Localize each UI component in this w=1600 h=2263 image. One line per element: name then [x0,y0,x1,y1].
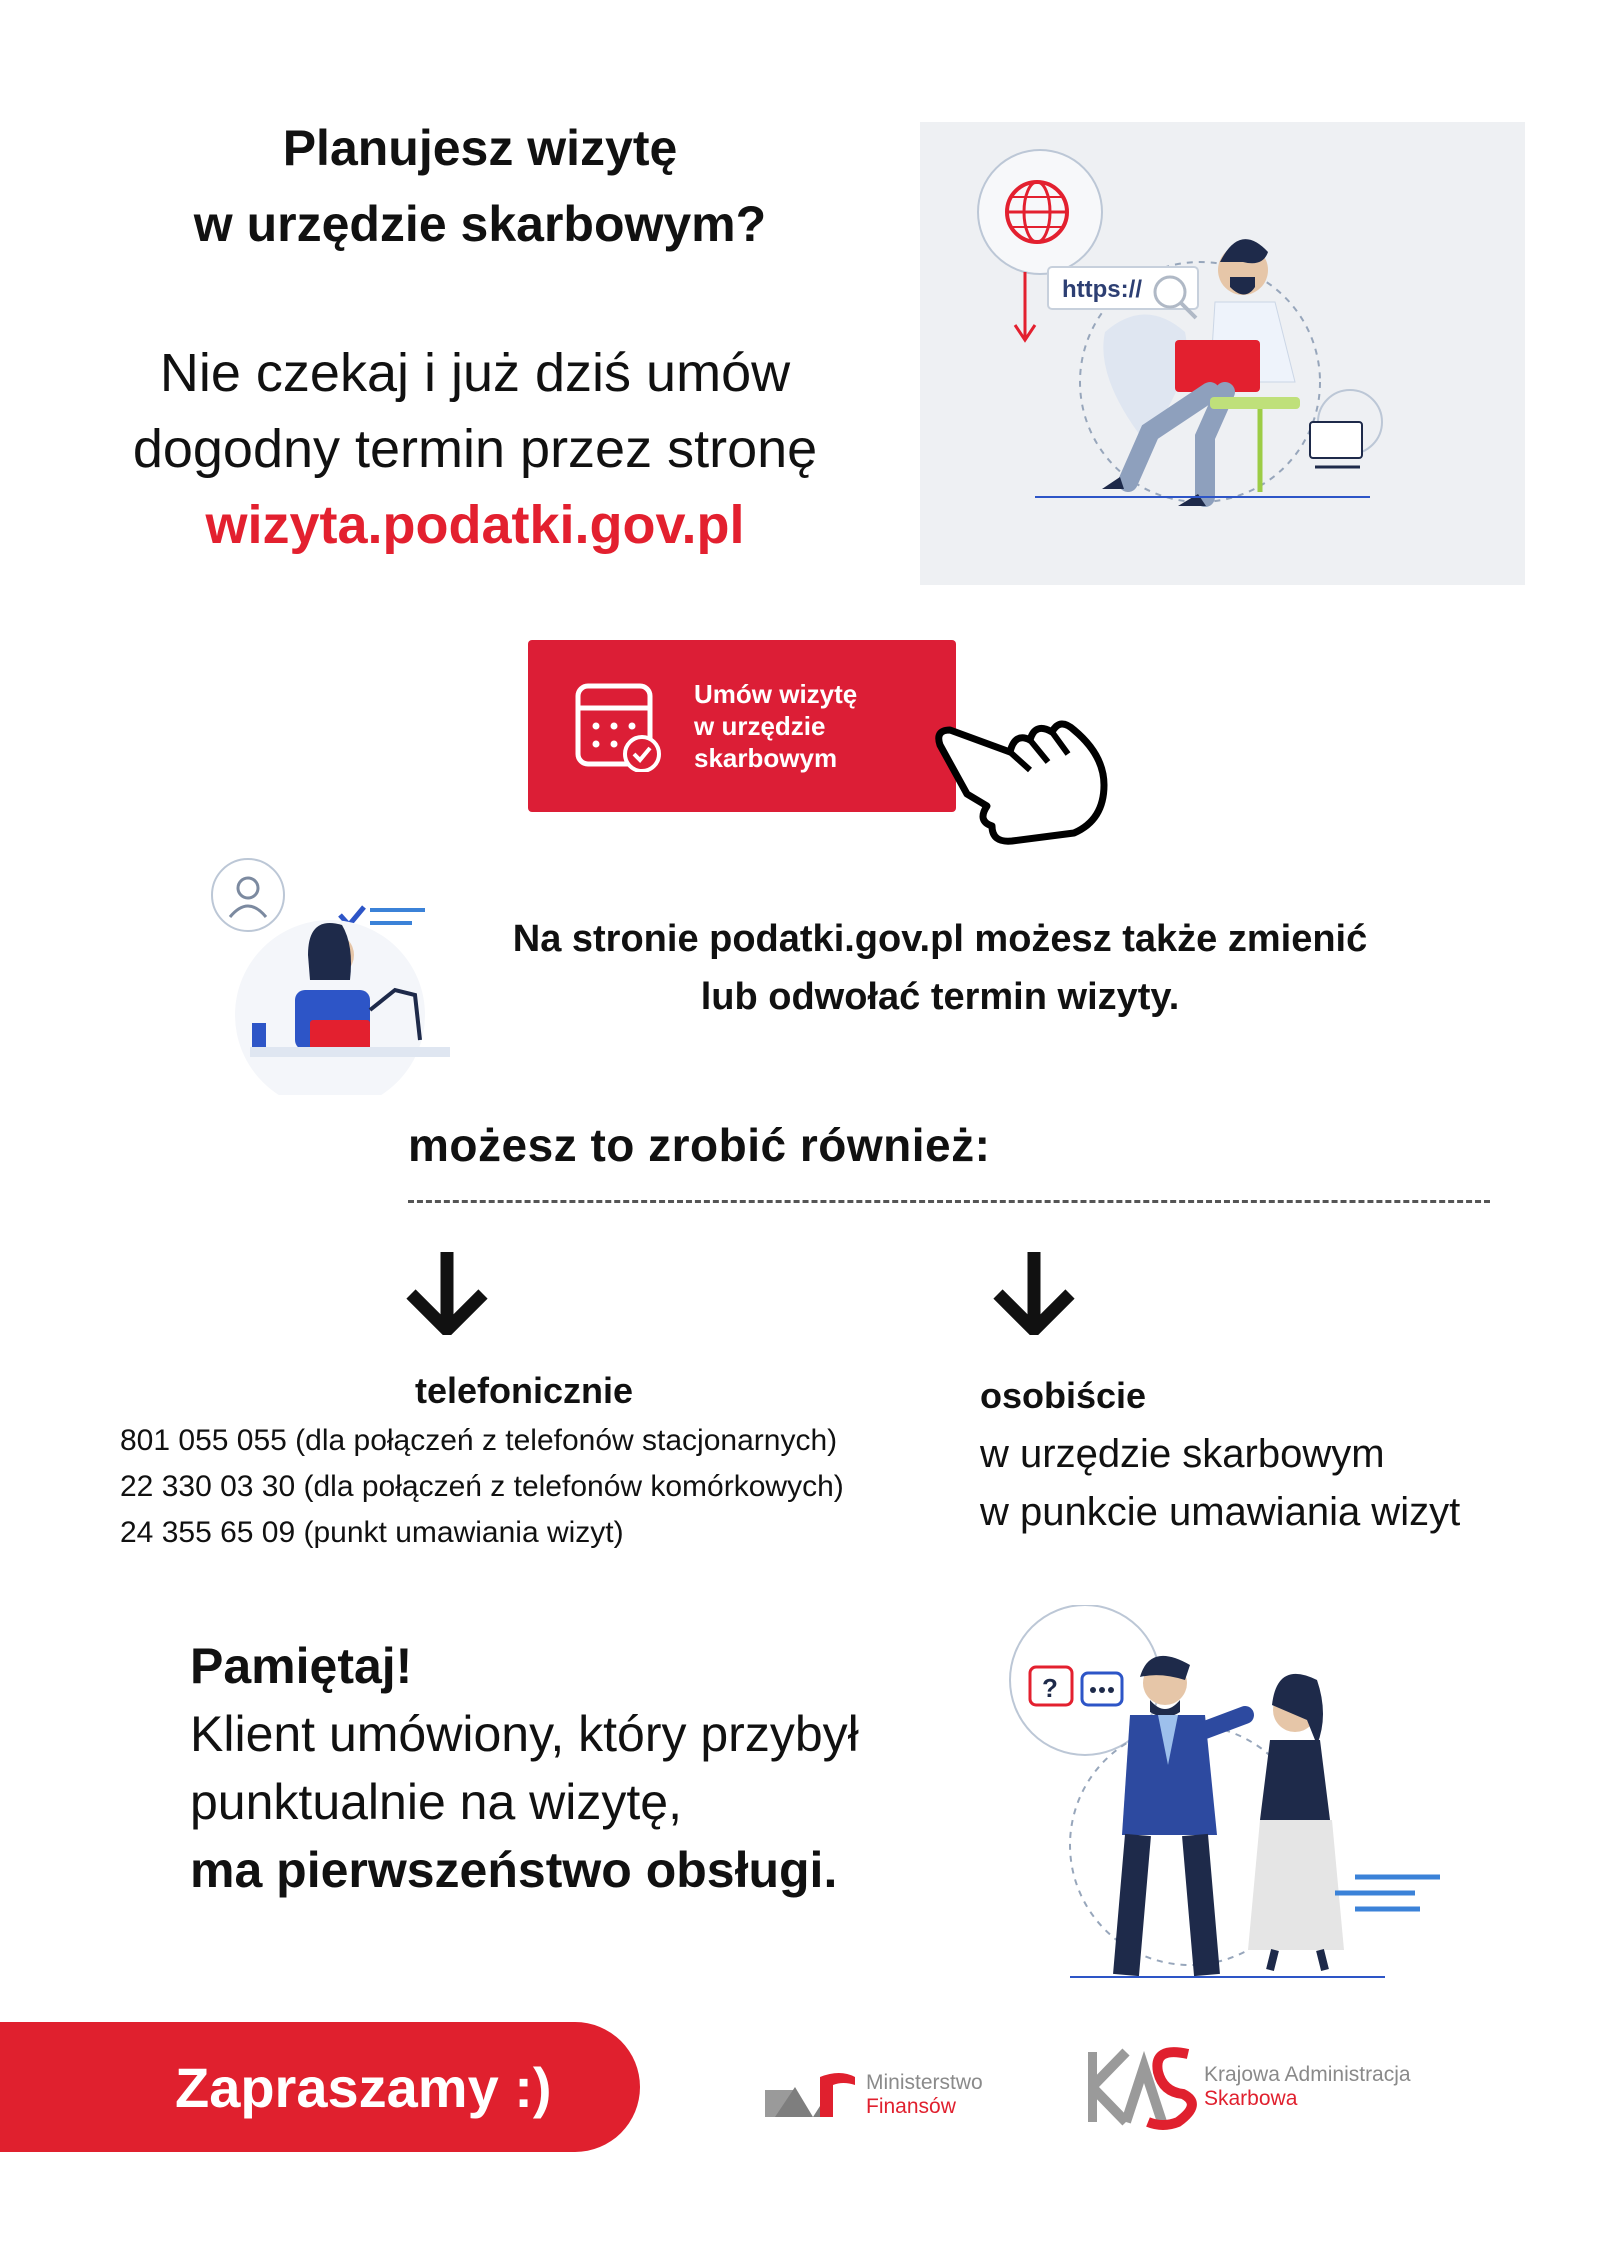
online-booking-illustration [200,855,460,1095]
book-visit-button[interactable] [528,640,956,812]
user-icon [230,878,266,917]
remember-heading: Pamiętaj! [190,1638,413,1694]
title-line-1: Planujesz wizytę [282,120,678,176]
remember-note [190,1632,990,1904]
book-visit-label: Umów wizytę w urzędzie skarbowym [694,679,858,773]
phone-line: 24 355 65 09 (punkt umawiania wizyt) [120,1516,624,1549]
change-visit-text [440,910,1440,1026]
phone-heading: telefonicznie [415,1370,634,1411]
personal-heading: osobiście [980,1375,1147,1416]
personal-line: w punkcie umawiania wizyt [980,1490,1461,1534]
welcome-banner [0,2022,640,2152]
down-arrow-icon [992,1250,1076,1335]
customer-service-illustration [990,1605,1450,1985]
hero-illustration [920,122,1525,585]
phone-line: 801 055 055 (dla połączeń z telefonów stacjonarnych) [120,1424,838,1457]
ministry-of-finance-logo [765,2060,1025,2130]
kas-logo-icon [1088,2042,1198,2132]
remember-line-2: punktualnie na wizytę, [190,1774,682,1830]
intro-line-2: dogodny termin przez stronę [132,419,818,479]
phone-list [120,1418,970,1556]
dashed-divider [408,1200,1490,1203]
down-arrow-icon [405,1250,489,1335]
svg-text:?: ? [1042,1673,1058,1703]
change-line-1: Na stronie podatki.gov.pl możesz także zmienić [512,918,1368,960]
phone-line: 22 330 03 30 (dla połączeń z telefonów komórkowych) [120,1470,844,1503]
personal-list [980,1425,1540,1541]
kas-line-2: Skarbowa [1204,2087,1298,2110]
mf-line-2: Finansów [866,2095,956,2118]
mf-logo-icon [765,2065,860,2125]
title-line-2: w urzędzie skarbowym? [193,196,767,252]
remember-line-3: ma pierwszeństwo obsługi. [190,1842,838,1898]
kas-logo [1088,2042,1448,2132]
welcome-text: Zapraszamy :) [175,2055,552,2119]
pointing-hand-icon [930,700,1110,850]
intro-text [60,335,890,563]
also-heading: możesz to zrobić również: [408,1119,991,1171]
booking-url-link[interactable]: wizyta.podatki.gov.pl [205,495,745,555]
kas-line-1: Krajowa Administracja [1204,2063,1411,2086]
chat-icon [1082,1673,1122,1705]
intro-line-1: Nie czekaj i już dziś umów [159,343,791,403]
https-label: https:// [1062,276,1142,303]
calendar-check-icon [574,680,664,772]
question-icon [1030,1667,1072,1705]
personal-line: w urzędzie skarbowym [980,1432,1385,1476]
change-line-2: lub odwołać termin wizyty. [700,976,1180,1018]
page-title [90,110,870,262]
remember-line-1: Klient umówiony, który przybył [190,1706,859,1762]
mf-line-1: Ministerstwo [866,2071,983,2094]
